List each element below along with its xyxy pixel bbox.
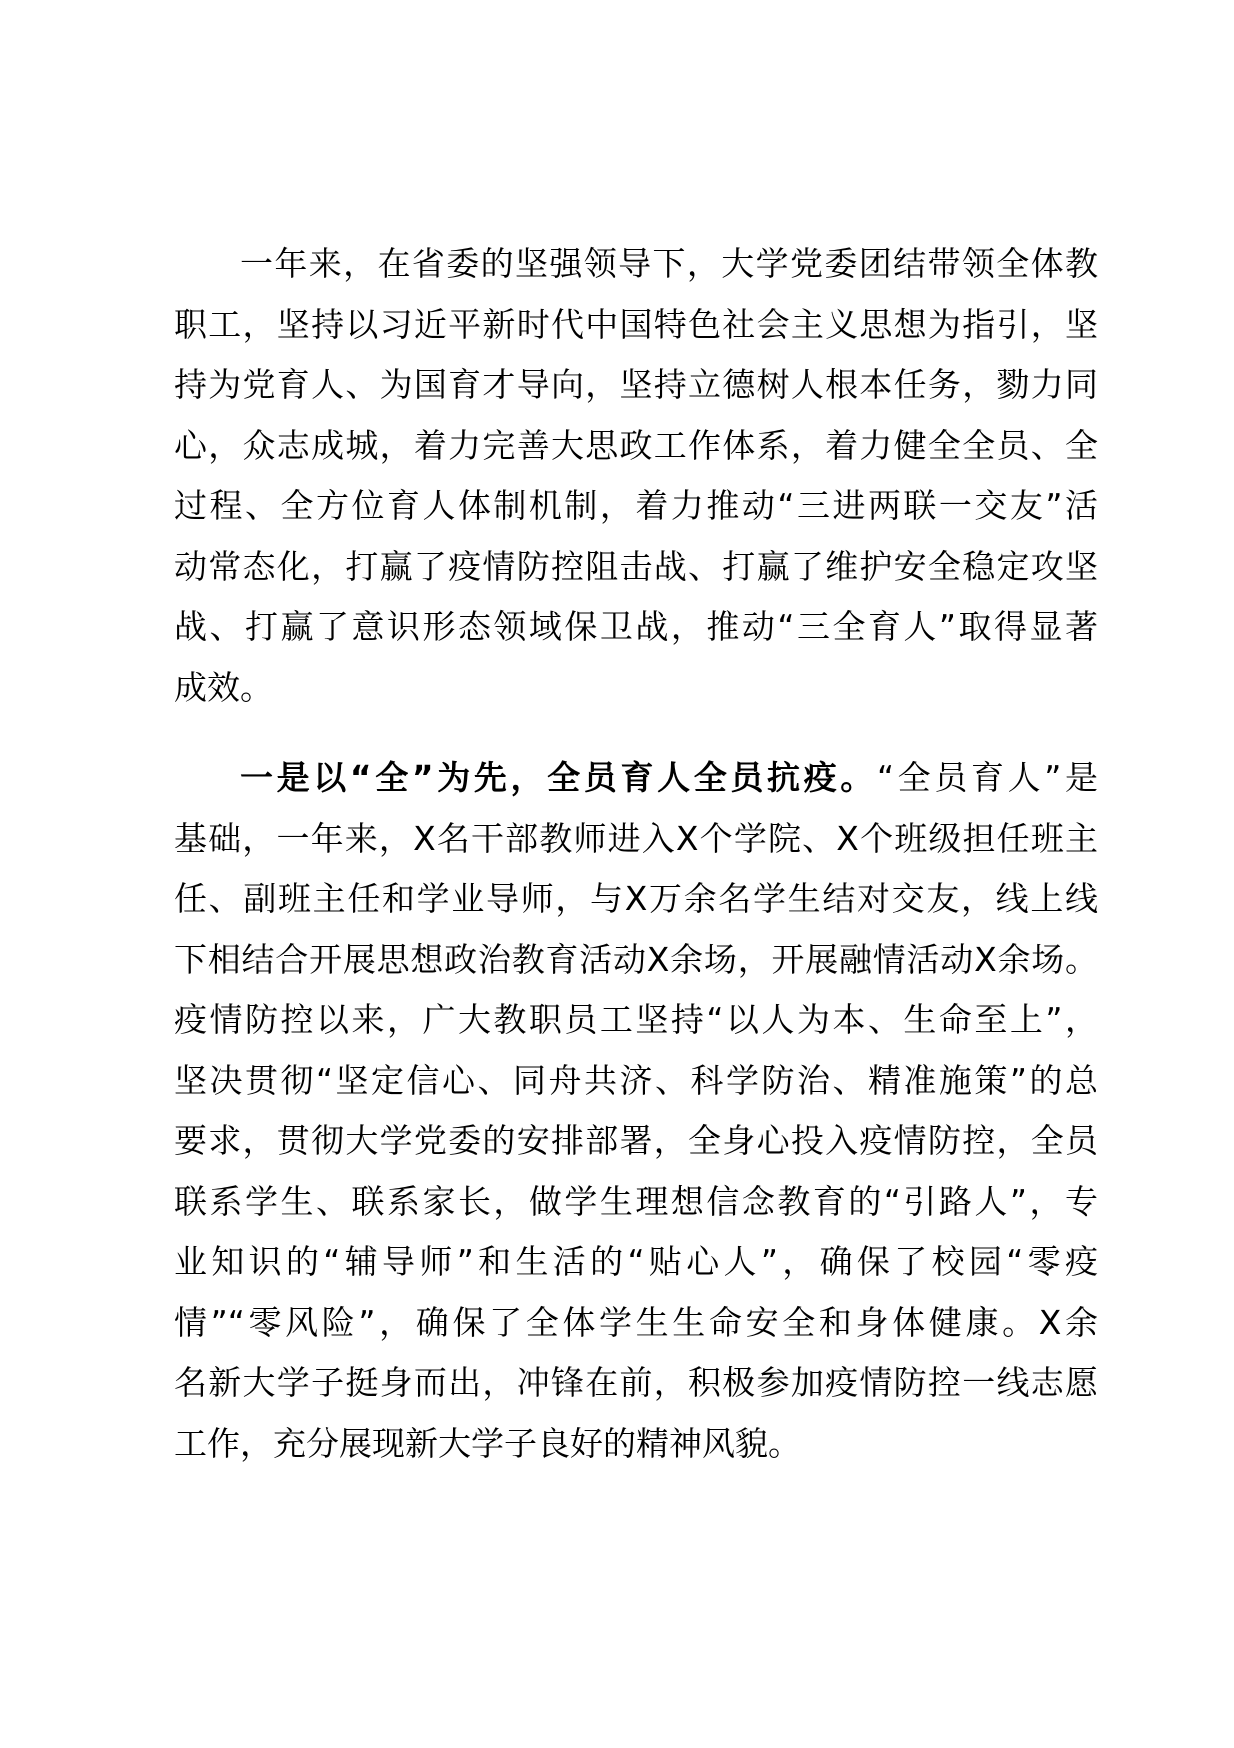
paragraph-first-line-rest: “全员育人”是: [876, 758, 1098, 797]
paragraph-line: 一年来，在省委的坚强领导下，大学党委团结带领全体教: [240, 244, 1098, 283]
paragraph-1: [174, 234, 1098, 718]
paragraph-line: 成效。: [174, 667, 273, 707]
paragraph-line: 业知识的“辅导师”和生活的“贴心人”，确保了校园“零疫: [174, 1242, 1098, 1281]
paragraph-line: 过程、全方位育人体制机制，着力推动“三进两联一交友”活: [174, 486, 1098, 525]
paragraph-line: 联系学生、联系家长，做学生理想信念教育的“引路人”，专: [174, 1181, 1098, 1221]
paragraph-line: 坚决贯彻“坚定信心、同舟共济、科学防治、精准施策”的总: [174, 1060, 1098, 1100]
paragraph-spacer: [174, 718, 1098, 748]
paragraph-first-line: [174, 748, 1098, 809]
paragraph-line: 要求，贯彻大学党委的安排部署，全身心投入疫情防控，全员: [174, 1121, 1098, 1160]
paragraph-line: 基础，一年来，X名干部教师进入X个学院、X个班级担任班主: [174, 818, 1098, 858]
paragraph-line: 战、打赢了意识形态领域保卫战，推动“三全育人”取得显著: [174, 607, 1098, 646]
paragraph-line: 下相结合开展思想政治教育活动X余场，开展融情活动X余场。: [174, 939, 1098, 979]
paragraph-line: 心，众志成城，着力完善大思政工作体系，着力健全全员、全: [174, 425, 1098, 465]
paragraph-line: 名新大学子挺身而出，冲锋在前，积极参加疫情防控一线志愿: [174, 1363, 1098, 1402]
paragraph-line: 情”“零风险”，确保了全体学生生命安全和身体健康。X余: [174, 1302, 1098, 1342]
paragraph-line: 动常态化，打赢了疫情防控阻击战、打赢了维护安全稳定攻坚: [174, 546, 1098, 586]
paragraph-line: 疫情防控以来，广大教职员工坚持“以人为本、生命至上”，: [174, 1000, 1098, 1039]
paragraph-2: [174, 748, 1098, 1474]
paragraph-line: 工作，充分展现新大学子良好的精神风貌。: [174, 1423, 801, 1463]
paragraph-line: 任、副班主任和学业导师，与X万余名学生结对交友，线上线: [174, 879, 1098, 918]
document-body: [174, 234, 1098, 1474]
paragraph-line: 职工，坚持以习近平新时代中国特色社会主义思想为指引，坚: [174, 304, 1098, 344]
paragraph-lead-sentence: 一是以“全”为先，全员育人全员抗疫。: [240, 758, 877, 797]
paragraph-line: 持为党育人、为国育才导向，坚持立德树人根本任务，勠力同: [174, 365, 1098, 404]
